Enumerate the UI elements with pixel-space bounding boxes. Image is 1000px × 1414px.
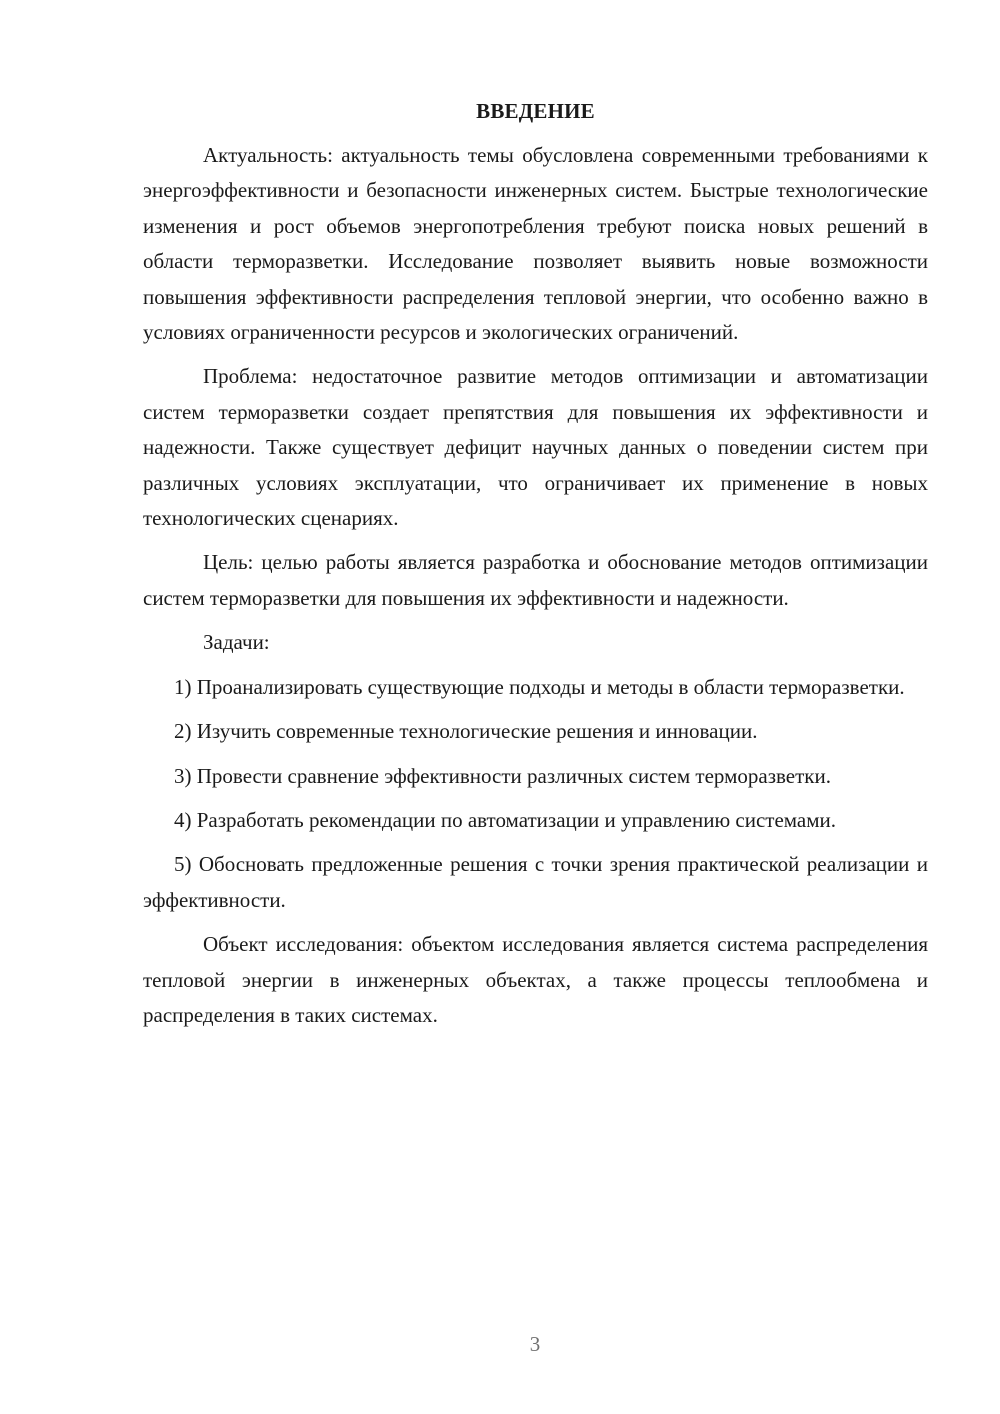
goal-paragraph: Цель: целью работы является разработка и обоснование методов оптимизации систем терморазветки для повышения их эффективности и надежности. <box>143 550 928 610</box>
task-item-5: 5) Обосновать предложенные решения с точки зрения практической реализации и эффективности. <box>143 852 928 912</box>
task-item-4: 4) Разработать рекомендации по автоматизации и управлению системами. <box>174 807 837 832</box>
tasks-label: Задачи: <box>203 630 270 655</box>
problem-paragraph: Проблема: недостаточное развитие методов оптимизации и автоматизации систем терморазветки создает препятствия для повышения их эффективности и надежности. Также существует дефицит научных данных о поведении систем при различных условиях эксплуатации, что ограничивает их применение в новых технологических сценариях. <box>143 364 928 531</box>
task-item-3: 3) Провести сравнение эффективности различных систем терморазветки. <box>174 763 831 788</box>
object-paragraph: Объект исследования: объектом исследования является система распределения тепловой энергии в инженерных объектах, а также процессы теплообмена и распределения в таких системах. <box>143 932 928 1027</box>
task-item-2: 2) Изучить современные технологические решения и инновации. <box>174 719 758 744</box>
section-heading: ВВЕДЕНИЕ <box>476 99 595 123</box>
relevance-paragraph: Актуальность: актуальность темы обусловлена современными требованиями к энергоэффективности и безопасности инженерных систем. Быстрые технологические изменения и рост объемов энергопотребления требуют поиска новых решений в области терморазветки. Исследование позволяет выявить новые возможности повышения эффективности распределения тепловой энергии, что особенно важно в условиях ограниченности ресурсов и экологических ограничений. <box>143 143 928 345</box>
page-number: 3 <box>529 1332 541 1356</box>
task-item-1: 1) Проанализировать существующие подходы и методы в области терморазветки. <box>174 674 905 699</box>
document-page <box>143 96 928 1042</box>
